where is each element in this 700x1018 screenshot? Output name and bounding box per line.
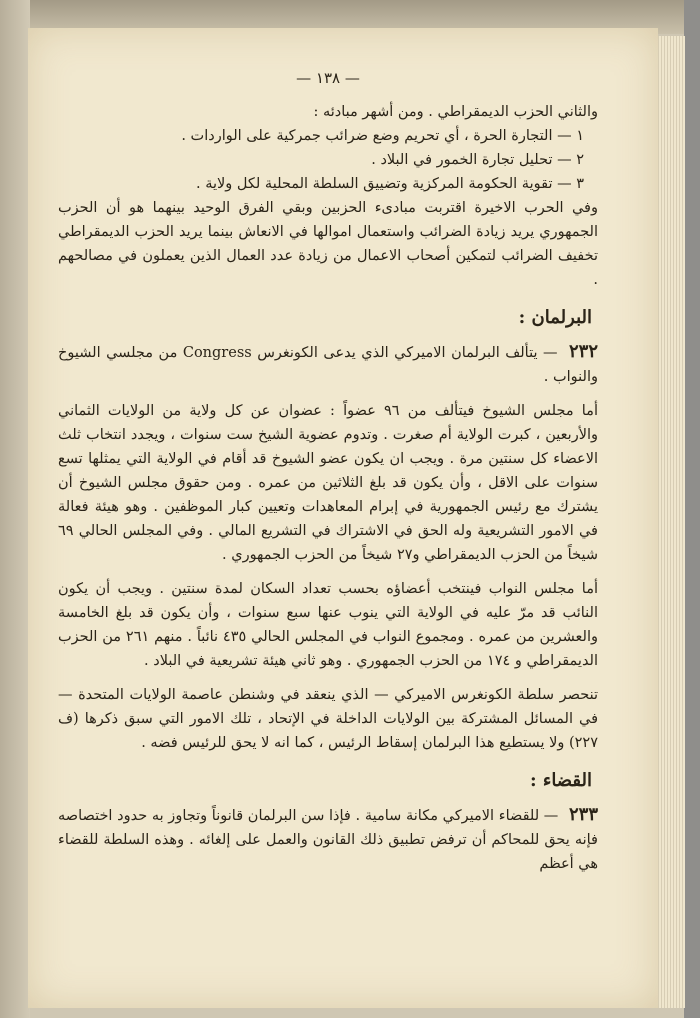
background-surface [684, 0, 700, 1018]
section-232-number: ٢٣٢ [569, 341, 599, 362]
congress-latin-term: Congress [182, 345, 252, 361]
judiciary-heading: القضاء : [529, 770, 592, 791]
section-232 [58, 340, 598, 389]
congress-power-paragraph: تنحصر سلطة الكونغرس الاميركي — الذي ينعقد في وشنطن عاصمة الولايات المتحدة — في المسائل المشتركة بين الولايات الداخلة في الإتحاد ، تلك الامور التي سبق ذكرها (ف ٢٢٧) ولا يستطيع هذا البرلمان إسقاط الرئيس ، كما انه لا يحق للرئيس فضه . [58, 687, 598, 751]
principle-item-1: ١ — التجارة الحرة ، أي تحريم وضع ضرائب جمركية على الواردات . [181, 128, 584, 144]
section-233 [58, 803, 598, 876]
parliament-heading: البرلمان : [518, 307, 592, 328]
book-spine-shadow [0, 0, 30, 1018]
section-232-text-after: من مجلسي الشيوخ والنواب . [58, 345, 598, 385]
page-content [58, 66, 598, 876]
page-number: — ١٣٨ — [296, 69, 360, 87]
section-232-text-before: — يتألف البرلمان الاميركي الذي يدعى الكونغرس [257, 345, 558, 361]
senate-paragraph: أما مجلس الشيوخ فيتألف من ٩٦ عضواً : عضوان عن كل ولاية من الولايات الثماني والأربعين ، كبرت الولاية أم صغرت . وتدوم عضوية الشيخ ست سنوات ، ويجدد انتخاب ثلث الاعضاء كل سنتين مرة . ويجب ان يكون عضو الشيوخ قد أقام في الولاية التي يمثلها تسع سنوات على الاقل ، وأن يكون قد بلغ الثلاثين من عمره . ومن حقوق مجلس الشيوخ أن يشترك مع رئيس الجمهورية في إبرام المعاهدات وتعيين كبار الموظفين . وهو هيئة فعالة في الامور التشريعية وله الحق في الاشتراك في التشريع المالي . وفي المجلس الحالي ٦٩ شيخاً من الحزب الديمقراطي و٢٧ شيخاً من الحزب الجمهوري . [58, 403, 598, 563]
principle-item-3: ٣ — تقوية الحكومة المركزية وتضييق السلطة المحلية لكل ولاية . [196, 176, 584, 192]
section-233-number: ٢٣٣ [569, 804, 599, 825]
house-paragraph: أما مجلس النواب فينتخب أعضاؤه بحسب تعداد السكان لمدة سنتين . ويجب أن يكون النائب قد مرّ عليه في الولاية التي ينوب عنها سبع سنوات ، وأن يكون قد بلغ الخامسة والعشرين من عمره . ومجموع النواب في المجلس الحالي ٤٣٥ نائباً . منهم ٢٦١ من الحزب الديمقراطي و ١٧٤ من الحزب الجمهوري . وهو ثاني هيئة تشريعية في البلاد . [58, 581, 599, 669]
section-233-text: — للقضاء الاميركي مكانة سامية . فإذا سن البرلمان قانوناً وتجاوز به حدود اختصاصه فإنه يحق للمحاكم أن ترفض تطبيق ذلك القانون والعمل على إلغائه . وهذه السلطة للقضاء هي أعظم [58, 808, 598, 872]
principle-item-2: ٢ — تحليل تجارة الخمور في البلاد . [371, 152, 584, 168]
parties-difference-paragraph: وفي الحرب الاخيرة اقتربت مبادىء الحزبين وبقي الفرق الوحيد بينهما هو أن الحزب الجمهوري يريد زيادة الضرائب واستعمال اموالها في الانعاش بينما يريد الحزب الديمقراطي تخفيف الضرائب لتمكين أصحاب الاعمال من زيادة عدد العمال الذين يعملون في مصالحهم . [58, 200, 598, 288]
parties-intro: والثاني الحزب الديمقراطي . ومن أشهر مبادئه : [313, 104, 598, 120]
